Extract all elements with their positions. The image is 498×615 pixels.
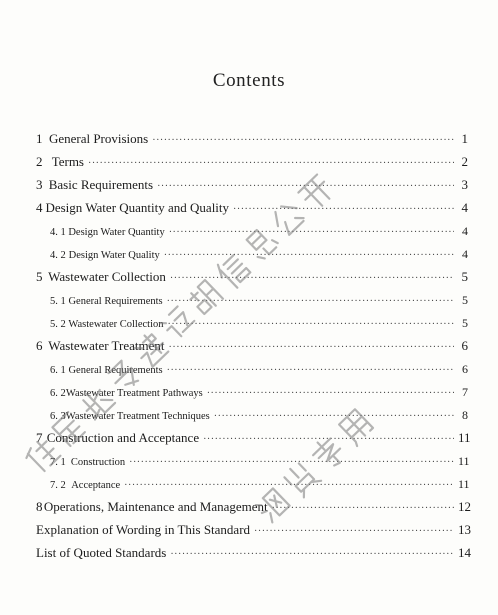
leader-dots [152,135,454,146]
toc-number: 3 [36,177,43,192]
toc-page-number: 7 [462,385,468,399]
toc-page-number: 5 [461,269,468,284]
toc-entry[interactable] [36,430,471,448]
toc-page-number: 4 [462,224,468,238]
toc-entry[interactable] [50,247,468,265]
toc-label: Wastewater Treatment Techniques [65,411,210,422]
toc-number: 1 [36,131,43,146]
toc-number: 7 [36,430,43,445]
toc-page-number: 2 [461,154,468,169]
toc-label: Construction and Acceptance [46,430,200,445]
toc-label: General Provisions [48,131,149,146]
toc-entry[interactable] [50,316,468,334]
leader-dots [233,204,454,215]
toc-label: Acceptance [71,480,121,491]
toc-label: List of Quoted Standards [36,545,167,560]
toc-page-number: 12 [458,499,471,514]
leader-dots [164,250,454,261]
toc-number: 6 [36,338,43,353]
toc-page-number: 6 [462,362,468,376]
toc-page-number: 6 [461,338,468,353]
toc-number: 2 [36,154,43,169]
toc-label: Wastewater Treatment Pathways [65,388,203,399]
leader-dots [254,526,454,537]
toc-entry[interactable] [36,177,468,195]
leader-dots [203,434,454,445]
toc-number: 6. 2 [50,388,66,399]
toc-number: 5. 1 [50,296,66,307]
leader-dots [170,273,454,284]
toc-entry[interactable] [36,499,471,517]
toc-page-number: 8 [462,408,468,422]
toc-entry[interactable] [36,338,468,356]
leader-dots [169,227,454,238]
toc-page-number: 5 [462,293,468,307]
toc-page-number: 1 [461,131,468,146]
toc-page-number: 13 [458,522,471,537]
toc-entry[interactable] [36,154,468,172]
leader-dots [124,480,454,491]
toc-label: Terms [51,154,84,169]
page-title: Contents [212,70,286,91]
toc-number: 4 [36,200,43,215]
toc-entry[interactable] [50,385,468,403]
toc-label: Wastewater Collection [48,269,166,284]
leader-dots [167,365,454,376]
toc-label: Design Water Quantity and Quality [45,200,230,215]
toc-label: Construction [70,457,126,468]
leader-dots [169,342,454,353]
toc-page-number: 11 [458,477,470,491]
toc-label: General Requirements [68,296,163,307]
toc-page-number: 4 [461,200,468,215]
toc-number: 8 [36,499,43,514]
toc-number: 6. 3 [50,411,66,422]
toc-label: Wastewater Treatment [48,338,165,353]
toc-entry[interactable] [36,200,468,218]
toc-entry[interactable] [36,545,471,563]
leader-dots [157,181,454,192]
toc-page-number: 11 [458,454,470,468]
toc-label: Wastewater Collection [68,319,164,330]
toc-entry[interactable] [50,293,468,311]
leader-dots [170,549,454,560]
leader-dots [88,158,454,169]
toc-entry[interactable] [50,408,468,426]
toc-page-number: 3 [461,177,468,192]
toc-entry[interactable] [50,454,468,472]
toc-entry[interactable] [36,131,468,149]
toc-entry[interactable] [36,522,471,540]
toc-label: Design Water Quality [68,250,160,261]
leader-dots [168,319,454,330]
toc-label: Basic Requirements [48,177,154,192]
leader-dots [272,503,454,514]
toc-page-number: 4 [462,247,468,261]
toc-label: Explanation of Wording in This Standard [36,522,251,537]
toc-number: 5. 2 [50,319,66,330]
toc-entry[interactable] [36,269,468,287]
leader-dots [129,457,454,468]
toc-number: 4. 2 [50,250,66,261]
toc-entry[interactable] [50,477,468,495]
toc-number: 4. 1 [50,227,66,238]
toc-number: 6. 1 [50,365,66,376]
toc-label: Operations, Maintenance and Management [43,499,268,514]
toc-label: General Requirements [68,365,163,376]
toc-label: Design Water Quantity [68,227,165,238]
toc-entry[interactable] [50,224,468,242]
toc-number: 5 [36,269,43,284]
toc-entry[interactable] [50,362,468,380]
leader-dots [167,296,454,307]
leader-dots [214,411,454,422]
toc-page-number: 14 [458,545,471,560]
toc-page-number: 11 [458,430,471,445]
toc-page-number: 5 [462,316,468,330]
leader-dots [207,388,454,399]
toc-number: 7. 2 [50,480,66,491]
toc-number: 7. 1 [50,457,66,468]
